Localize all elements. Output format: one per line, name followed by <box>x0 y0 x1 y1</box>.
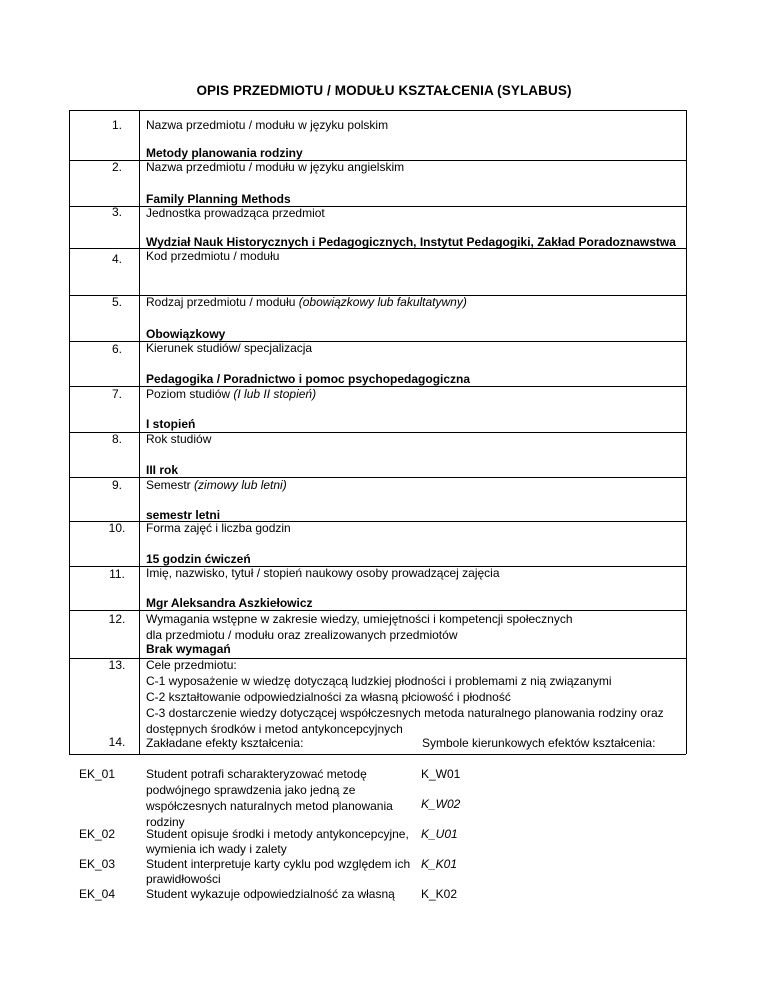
row-number: 7. <box>111 387 122 401</box>
row-number: 11. <box>109 567 125 581</box>
row-value: Metody planowania rodziny <box>146 146 303 160</box>
row-value: Wydział Nauk Historycznych i Pedagogicznych, Instytut Pedagogiki, Zakład Poradoznawstwa <box>146 235 676 249</box>
goal-line: dostępnych środków i metod antykoncepcyjnych <box>146 722 403 736</box>
row-label: Poziom studiów (I lub II stopień) <box>146 387 317 401</box>
row-number: 9. <box>111 478 122 492</box>
row-label: Nazwa przedmiotu / modułu w języku polskim <box>146 118 389 132</box>
row-label: Rodzaj przedmiotu / modułu (obowiązkowy lub fakultatywny) <box>146 295 467 309</box>
effect-line: Student interpretuje karty cyklu pod względem ich <box>146 857 411 871</box>
goal-line: C-2 kształtowanie odpowiedzialności za własną płciowość i płodność <box>146 690 511 704</box>
row-value: Obowiązkowy <box>146 327 226 341</box>
row-number: 10. <box>108 521 126 535</box>
row-label: Forma zajęć i liczba godzin <box>146 521 291 535</box>
row-number: 3. <box>111 205 122 219</box>
row-value: Pedagogika / Poradnictwo i pomoc psychopedagogiczna <box>146 372 471 386</box>
row-number: 6. <box>111 342 122 356</box>
effect-line: podwójnego sprawdzenia jako jedną ze <box>146 783 356 797</box>
effect-symbol: K_W01 <box>421 767 461 781</box>
row-label: Zakładane efekty kształcenia: <box>146 736 304 750</box>
row-label: Jednostka prowadząca przedmiot <box>146 206 325 220</box>
row-number: 1. <box>111 118 122 132</box>
row-number: 5. <box>111 295 122 309</box>
row-value: Mgr Aleksandra Aszkiełowicz <box>146 596 313 610</box>
effect-symbol: K_W02 <box>421 797 461 811</box>
row-label: Imię, nazwisko, tytuł / stopień naukowy osoby prowadzącej zajęcia <box>146 566 500 580</box>
row-number: 2. <box>111 160 122 174</box>
row-value: semestr letni <box>146 508 221 522</box>
effect-line: rodziny <box>146 815 185 829</box>
effect-line: Student opisuje środki i metody antykoncepcyjne, <box>146 827 409 841</box>
row-number: 8. <box>111 432 122 446</box>
row-separator <box>69 610 686 611</box>
effect-code: EK_01 <box>79 767 116 781</box>
effect-code: EK_02 <box>79 827 116 841</box>
row-separator <box>69 754 686 755</box>
table-top-border <box>69 110 686 111</box>
effect-line: wymienia ich wady i zalety <box>146 842 287 856</box>
row-value: 15 godzin ćwiczeń <box>146 552 251 566</box>
document-title: OPIS PRZEDMIOTU / MODUŁU KSZTAŁCENIA (SYLABUS) <box>196 83 572 98</box>
row-label: Nazwa przedmiotu / modułu w języku angielskim <box>146 160 405 174</box>
table-right-border <box>686 110 687 754</box>
goal-line: C-3 dostarczenie wiedzy dotyczącej współczesnych metoda naturalnego planowania rodziny oraz <box>146 706 664 720</box>
row-number: 14. <box>108 735 126 749</box>
row-number: 4. <box>111 252 122 266</box>
row-number: 12. <box>108 612 126 626</box>
row-label-line: dla przedmiotu / modułu oraz zrealizowanych przedmiotów <box>146 628 458 642</box>
effect-code: EK_03 <box>79 857 116 871</box>
effect-line: Student wykazuje odpowiedzialność za własną <box>146 887 395 901</box>
row-value: I stopień <box>146 417 196 431</box>
row-label: Kierunek studiów/ specjalizacja <box>146 341 313 355</box>
effect-code: EK_04 <box>79 887 116 901</box>
effect-line: Student potrafi scharakteryzować metodę <box>146 767 367 781</box>
effect-symbol: K_U01 <box>421 827 458 841</box>
row-label: Cele przedmiotu: <box>146 658 237 672</box>
effect-line: prawidłowości <box>146 872 221 886</box>
row-number: 13. <box>108 658 126 672</box>
effect-line: współczesnych naturalnych metod planowania <box>146 799 393 813</box>
row-value: Family Planning Methods <box>146 192 291 206</box>
row-value: III rok <box>146 463 179 477</box>
row-label-line: Wymagania wstępne w zakresie wiedzy, umiejętności i kompetencji społecznych <box>146 612 573 626</box>
effect-symbol: K_K02 <box>421 887 458 901</box>
row-label: Semestr (zimowy lub letni) <box>146 478 287 492</box>
symbols-header: Symbole kierunkowych efektów kształcenia: <box>422 736 656 750</box>
row-label: Kod przedmiotu / modułu <box>146 249 280 263</box>
row-value: Brak wymagań <box>146 642 231 656</box>
effect-symbol: K_K01 <box>421 857 458 871</box>
row-label: Rok studiów <box>146 432 212 446</box>
goal-line: C-1 wyposażenie w wiedzę dotyczącą ludzkiej płodności i problemami z nią związanymi <box>146 674 612 688</box>
